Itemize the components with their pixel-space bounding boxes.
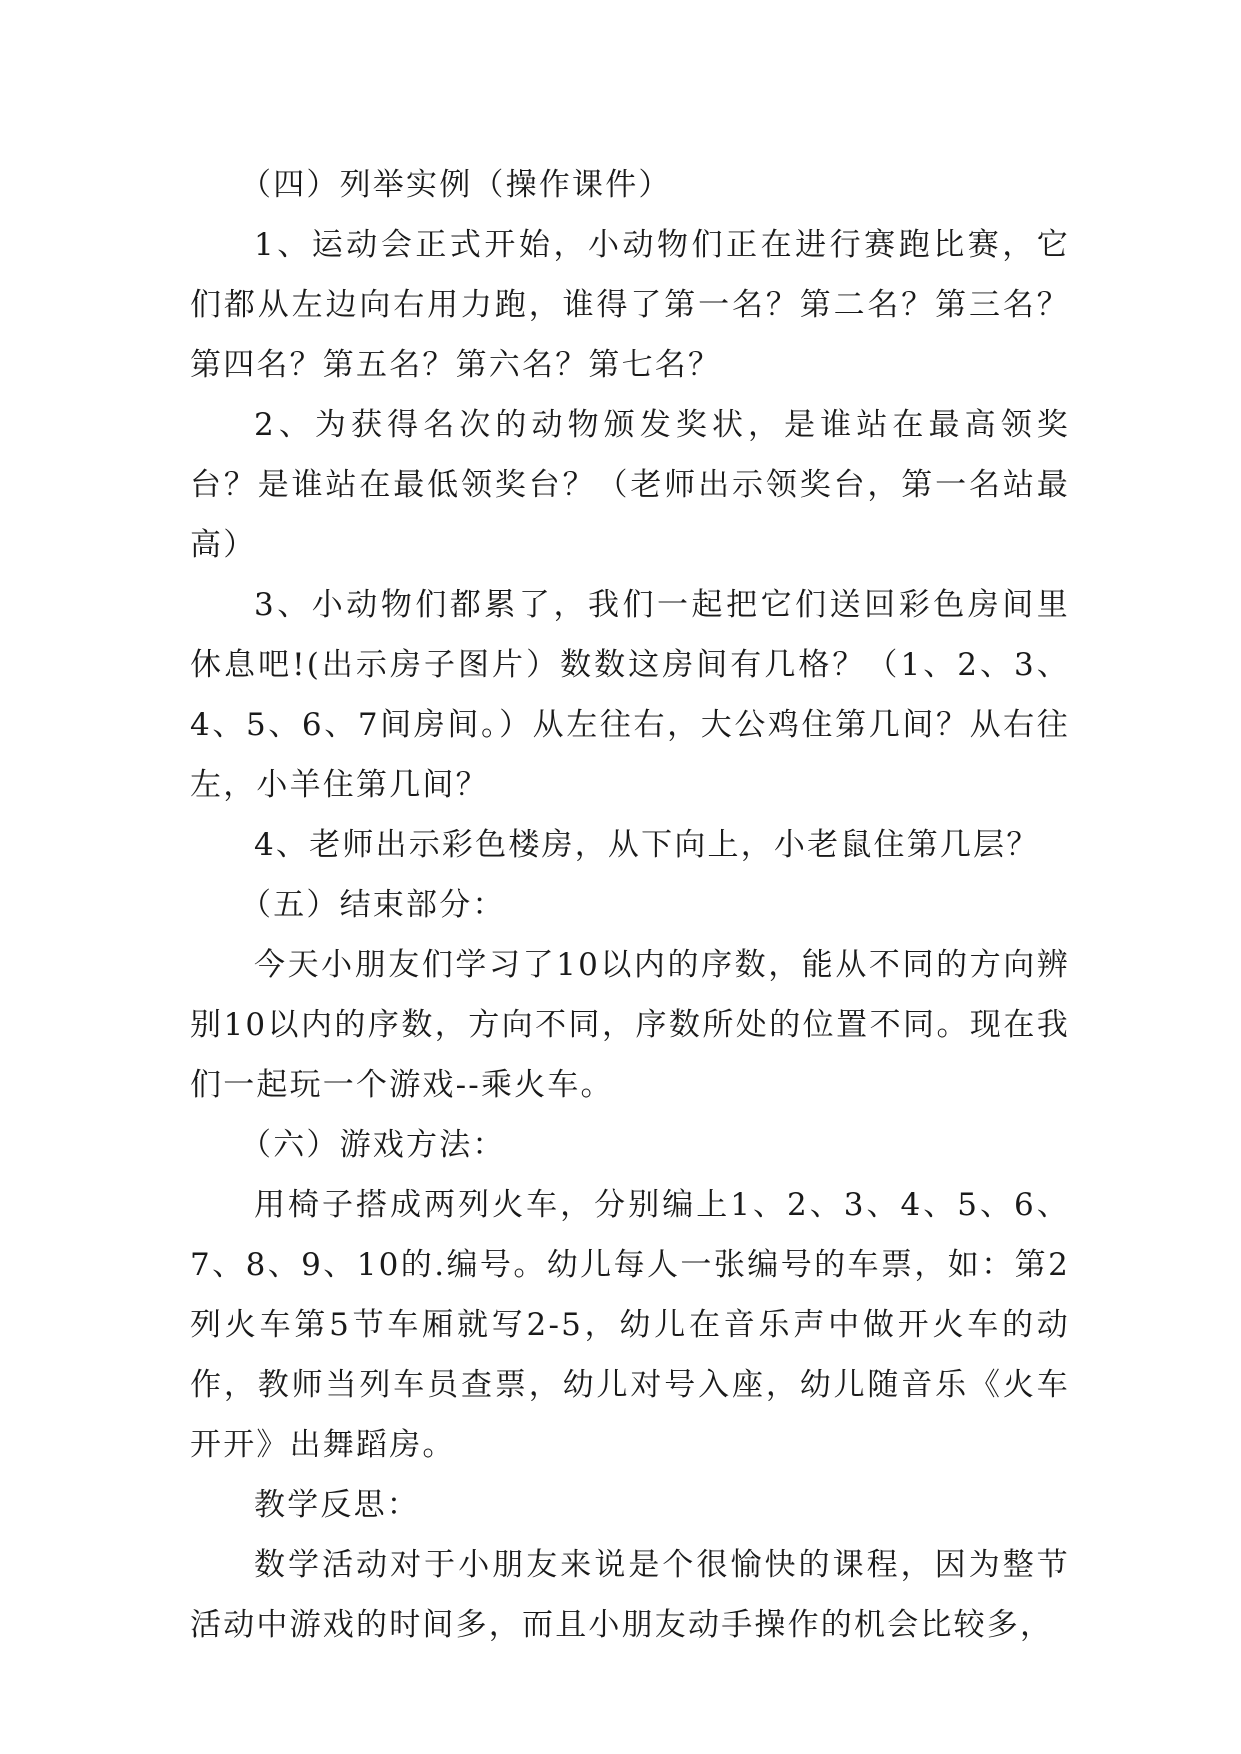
paragraph-example-1: 1、运动会正式开始，小动物们正在进行赛跑比赛，它们都从左边向右用力跑，谁得了第一名？第二名？第三名？第四名？第五名？第六名？第七名？ bbox=[190, 227, 1070, 383]
paragraph-conclusion: 今天小朋友们学习了10以内的序数，能从不同的方向辨别10以内的序数，方向不同，序数所处的位置不同。现在我们一起玩一个游戏--乘火车。 bbox=[190, 947, 1070, 1103]
document-body bbox=[190, 155, 1070, 1655]
paragraph-example-2: 2、为获得名次的动物颁发奖状，是谁站在最高领奖台？是谁站在最低领奖台？（老师出示领奖台，第一名站最高） bbox=[190, 407, 1070, 563]
section-heading-five: （五）结束部分： bbox=[240, 887, 506, 923]
paragraph-reflection: 数学活动对于小朋友来说是个很愉快的课程，因为整节活动中游戏的时间多，而且小朋友动手操作的机会比较多， bbox=[190, 1547, 1070, 1643]
section-heading-reflection: 教学反思： bbox=[254, 1487, 420, 1523]
paragraph-game-method: 用椅子搭成两列火车，分别编上1、2、3、4、5、6、7、8、9、10的.编号。幼儿每人一张编号的车票，如：第2列火车第5节车厢就写2-5，幼儿在音乐声中做开火车的动作，教师当列车员查票，幼儿对号入座，幼儿随音乐《火车开开》出舞蹈房。 bbox=[190, 1187, 1070, 1463]
section-heading-four: （四）列举实例（操作课件） bbox=[240, 167, 672, 203]
paragraph-example-4: 4、老师出示彩色楼房，从下向上，小老鼠住第几层？ bbox=[254, 827, 1040, 863]
paragraph-example-3: 3、小动物们都累了，我们一起把它们送回彩色房间里休息吧!(出示房子图片）数数这房间有几格？（1、2、3、4、5、6、7间房间。）从左往右，大公鸡住第几间？从右往左，小羊住第几间？ bbox=[190, 587, 1070, 803]
section-heading-six: （六）游戏方法： bbox=[240, 1127, 506, 1163]
